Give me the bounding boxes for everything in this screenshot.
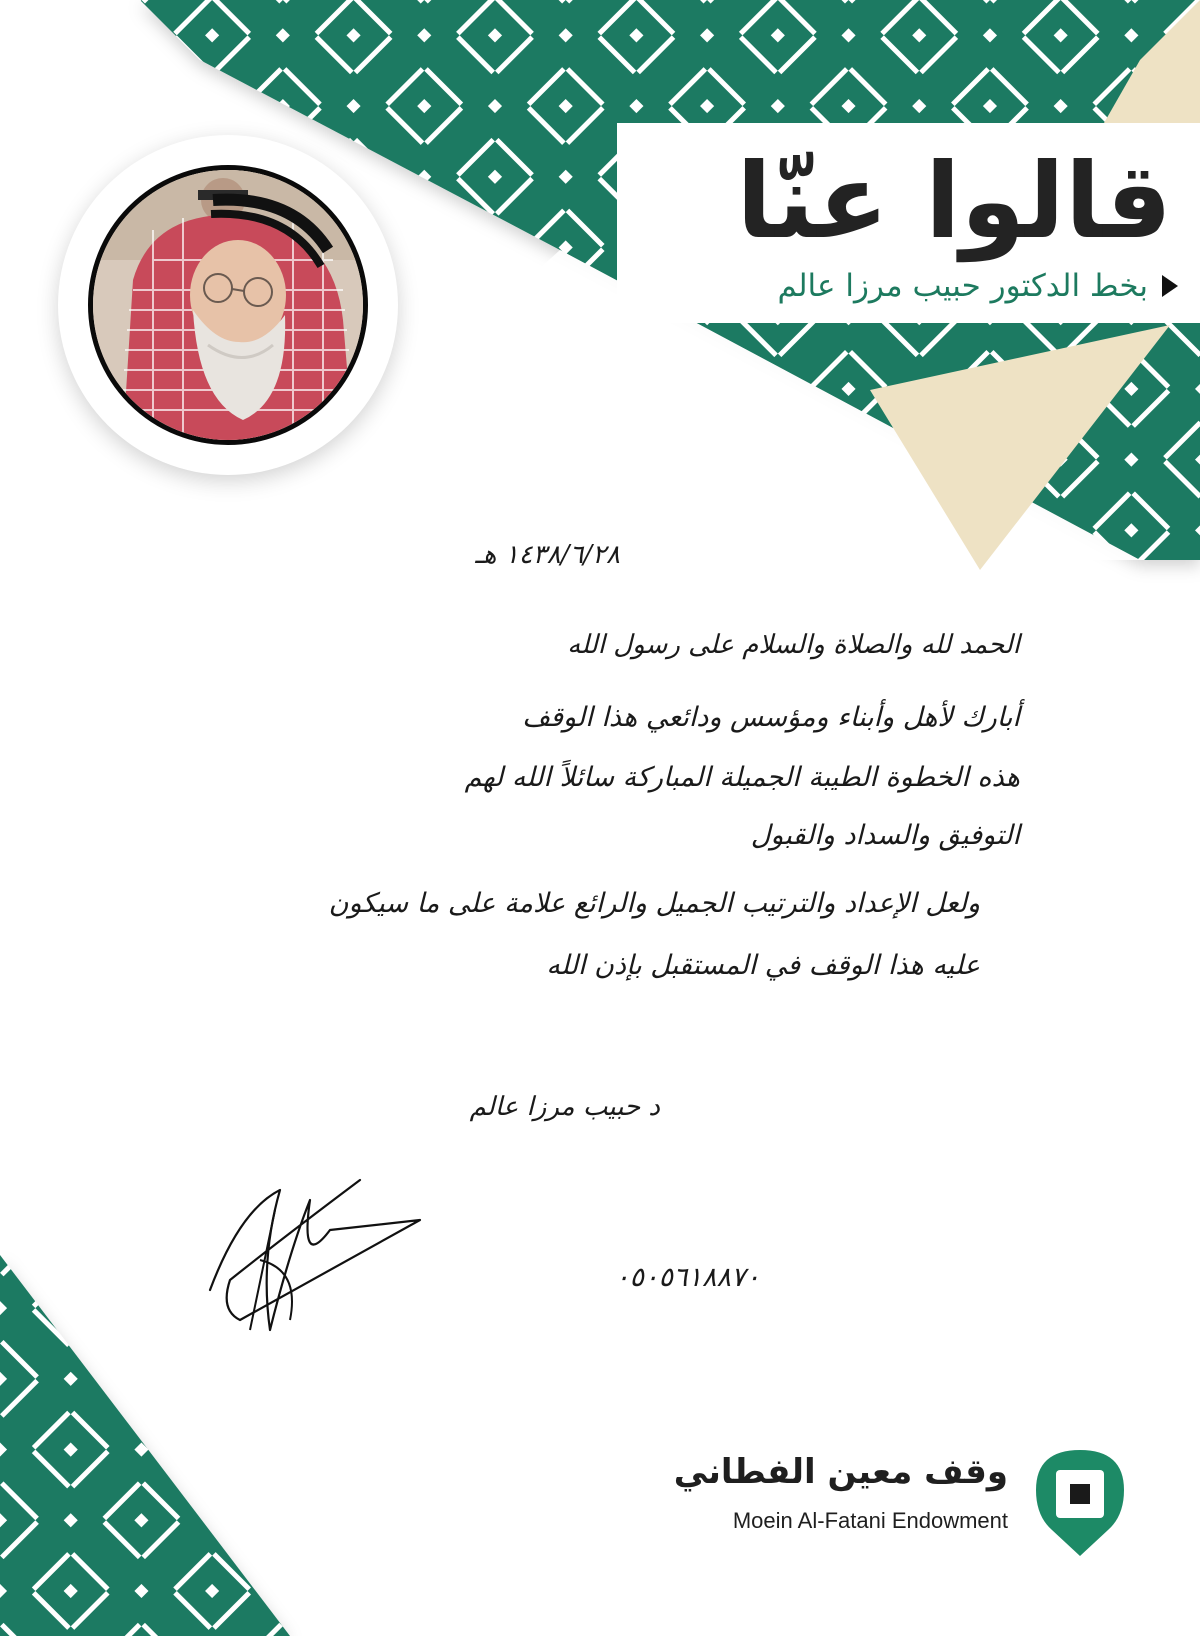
letter-line-1: الحمد لله والصلاة والسلام على رسول الله <box>567 630 1020 660</box>
author-portrait <box>88 165 368 445</box>
subtitle-row <box>777 268 1178 304</box>
letter-line-4: التوفيق والسداد والقبول <box>750 820 1020 851</box>
letter-line-5: ولعل الإعداد والترتيب الجميل والرائع علامة على ما سيكون <box>328 888 980 919</box>
letter-date: ١٤٣٨/٦/٢٨ هـ <box>475 540 620 570</box>
logo-pin-icon <box>1030 1442 1130 1562</box>
portrait-illustration <box>93 170 363 440</box>
title-card <box>617 123 1200 323</box>
logo-english-name: Moein Al-Fatani Endowment <box>732 1508 1008 1533</box>
play-arrow-icon <box>1162 275 1178 297</box>
subtitle: بخط الدكتور حبيب مرزا عالم <box>777 268 1148 304</box>
logo-arabic-name: وقف معين الفطاني <box>673 1452 1008 1492</box>
letter-line-3: هذه الخطوة الطيبة الجميلة المباركة سائلاً الله لهم <box>464 762 1020 793</box>
signature-scribble <box>200 1170 440 1340</box>
letter-line-2: أبارك لأهل وأبناء ومؤسس ودائعي هذا الوقف <box>522 702 1020 733</box>
signature-name: د حبيب مرزا عالم <box>469 1092 660 1122</box>
page-title: قالوا عنّا <box>736 140 1172 262</box>
endowment-logo <box>673 1442 1130 1562</box>
letter-line-6: عليه هذا الوقف في المستقبل بإذن الله <box>546 950 980 981</box>
phone-number: ٠٥٠٥٦١٨٨٧٠ <box>614 1262 760 1293</box>
